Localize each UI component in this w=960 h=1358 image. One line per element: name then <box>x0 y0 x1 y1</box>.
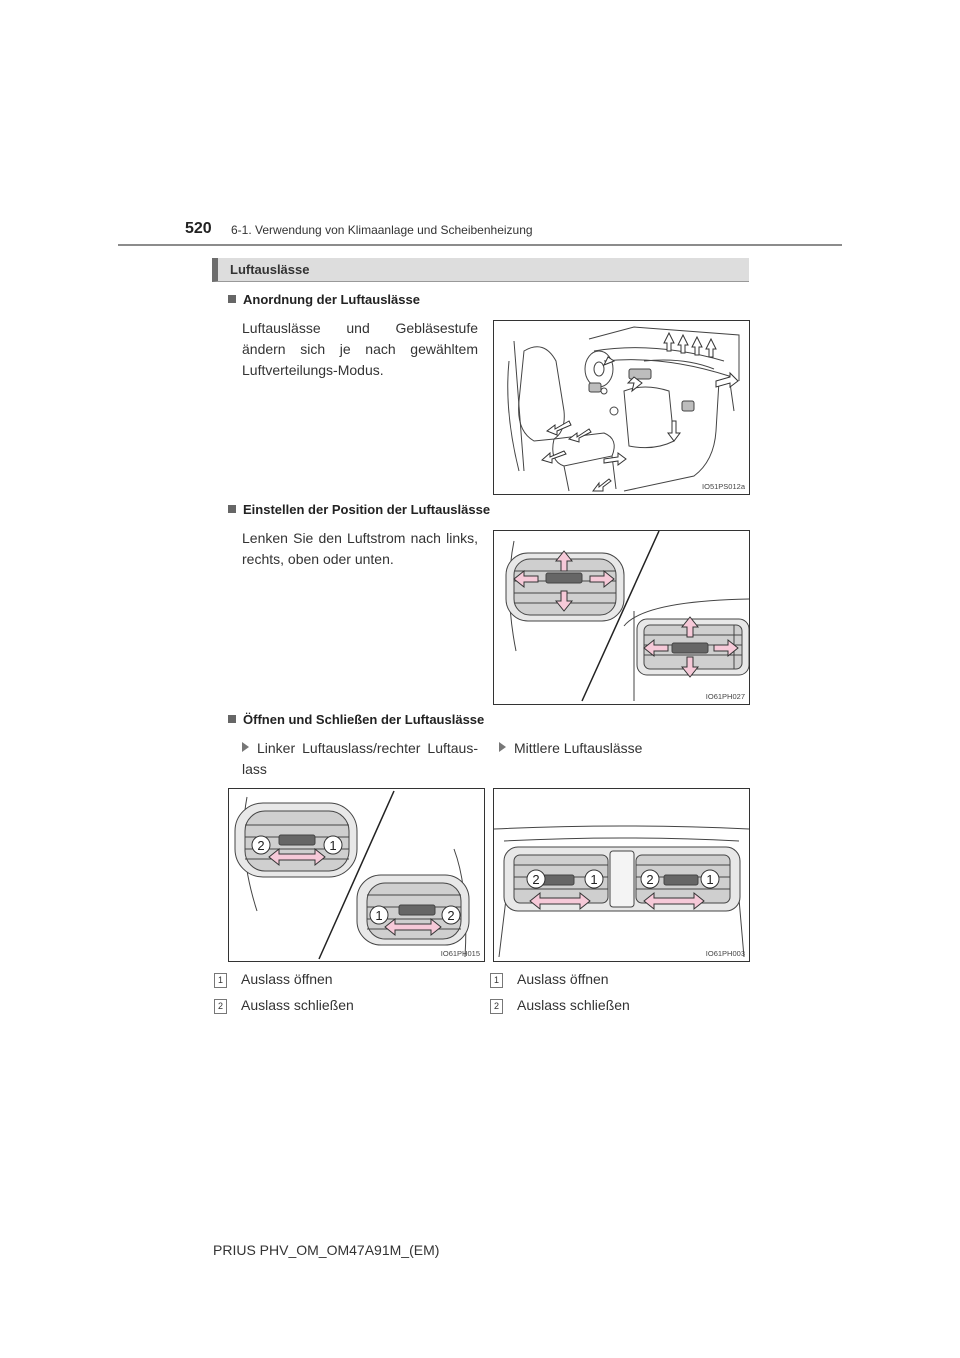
callout-center-3: 2 <box>646 872 654 887</box>
column-label-left <box>242 738 478 780</box>
legend-number: 2 <box>214 999 227 1014</box>
figure-code: IO61PH003 <box>705 949 745 958</box>
triangle-bullet-icon <box>499 742 506 752</box>
callout-open-close-2: 1 <box>329 838 337 853</box>
figure-center-vents-open-close <box>493 788 750 962</box>
figure-code: IO51PS012a <box>702 482 745 491</box>
callout-center-4: 1 <box>706 872 714 887</box>
header-rule <box>118 244 842 246</box>
page-number: 520 <box>185 220 212 237</box>
footer-document-id: PRIUS PHV_OM_OM47A91M_(EM) <box>213 1242 440 1258</box>
legend-left-1 <box>214 971 333 988</box>
legend-number: 2 <box>490 999 503 1014</box>
subheading-position <box>228 502 490 517</box>
figure-side-vents-open-close <box>228 788 485 962</box>
callout-open-close-1: 2 <box>257 838 265 853</box>
callout-center-1: 2 <box>532 872 540 887</box>
section-title: Luftauslässe <box>230 262 310 277</box>
legend-text: Auslass schließen <box>517 997 630 1013</box>
callout-open-close-3: 1 <box>375 908 383 923</box>
figure-cabin-airflow <box>493 320 750 495</box>
legend-number: 1 <box>490 973 503 988</box>
figure-code: IO61PH015 <box>440 949 480 958</box>
center-vents-illustration <box>494 789 749 961</box>
legend-right-2 <box>490 997 630 1014</box>
callout-open-close-4: 2 <box>447 908 455 923</box>
column-label-right <box>499 738 739 759</box>
subheading-text: Einstellen der Position der Luftauslässe <box>243 502 491 517</box>
subheading-text: Anordnung der Luftauslässe <box>243 292 420 307</box>
legend-text: Auslass öffnen <box>241 971 333 987</box>
legend-text: Auslass schließen <box>241 997 354 1013</box>
subheading-arrangement <box>228 292 420 307</box>
chapter-title: 6-1. Verwendung von Klimaanlage und Scheibenheizung <box>231 223 533 237</box>
legend-text: Auslass öffnen <box>517 971 609 987</box>
figure-vent-directions <box>493 530 750 705</box>
subheading-open-close <box>228 712 484 727</box>
legend-number: 1 <box>214 973 227 988</box>
paragraph-arrangement: Luftauslässe und Gebläsestufe ändern sich je nach gewähltem Luftverteilungs-Modus. <box>242 320 478 378</box>
vent-directions-illustration <box>494 531 749 704</box>
subheading-text: Öffnen und Schließen der Luftauslässe <box>243 712 485 727</box>
square-bullet-icon <box>228 295 236 303</box>
square-bullet-icon <box>228 505 236 513</box>
legend-right-1 <box>490 971 609 988</box>
callout-center-2: 1 <box>590 872 598 887</box>
paragraph-position: Lenken Sie den Luftstrom nach links, rechts, oben oder unten. <box>242 530 478 567</box>
figure-code: IO61PH027 <box>705 692 745 701</box>
triangle-bullet-icon <box>242 742 249 752</box>
legend-left-2 <box>214 997 354 1014</box>
square-bullet-icon <box>228 715 236 723</box>
column-label-text: Mittlere Luftauslässe <box>514 740 643 756</box>
section-bar <box>212 258 749 282</box>
column-label-text: Linker Luftauslass/rechter Luftaus-lass <box>242 740 478 777</box>
cabin-airflow-illustration <box>494 321 749 494</box>
side-vents-illustration <box>229 789 484 961</box>
